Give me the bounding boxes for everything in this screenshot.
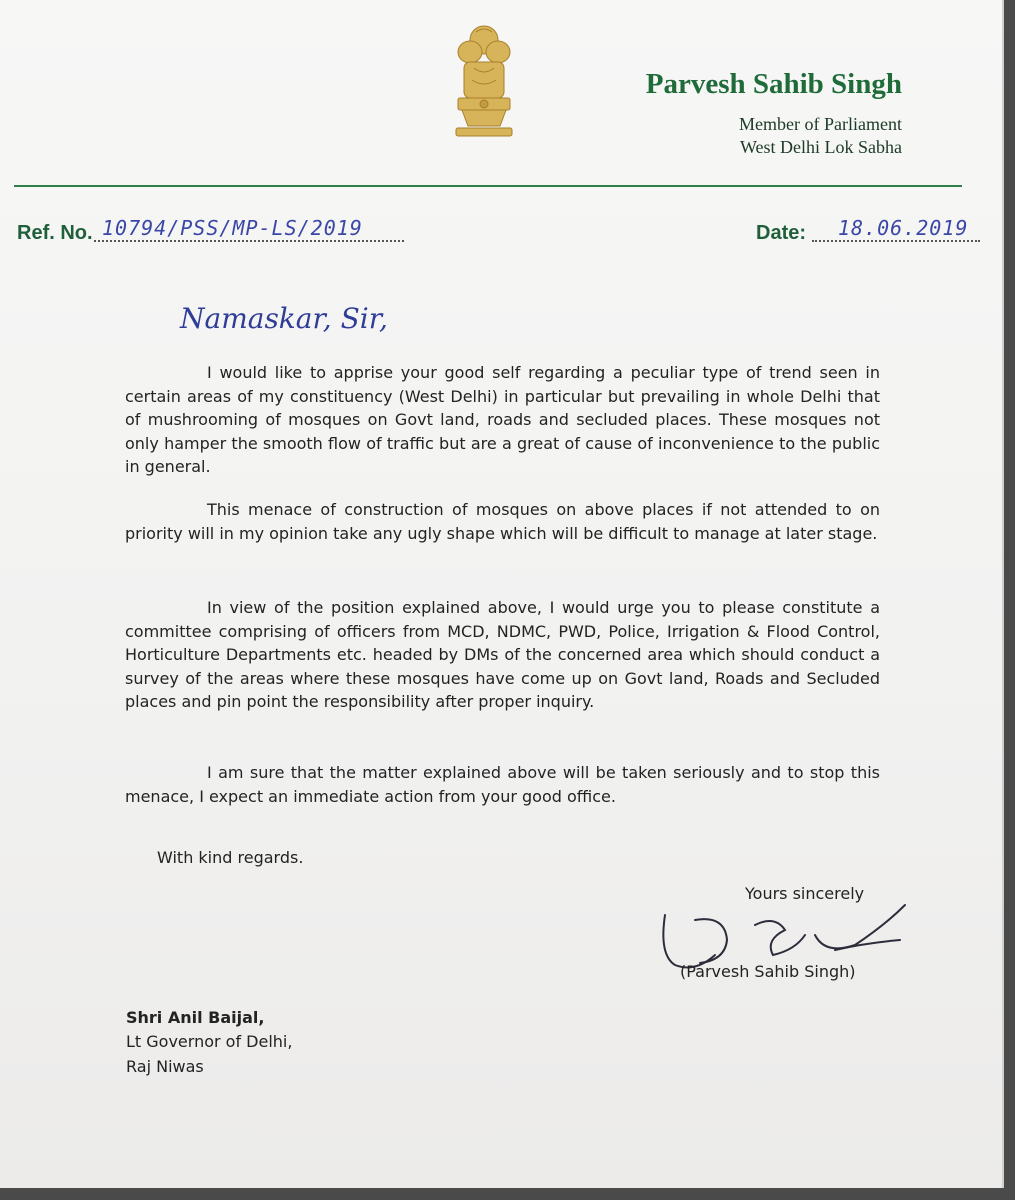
- addressee-name: Shri Anil Baijal,: [126, 1008, 265, 1027]
- letterhead-divider: [14, 185, 962, 187]
- ref-dotted-line: [94, 240, 404, 242]
- date-label: Date:: [756, 222, 807, 244]
- signatory-name: (Parvesh Sahib Singh): [680, 962, 856, 981]
- ref-number: 10794/PSS/MP-LS/2019: [102, 216, 363, 240]
- date-dotted-line: [812, 240, 980, 242]
- regards: With kind regards.: [157, 848, 304, 867]
- paragraph-3: In view of the position explained above, I would urge you to please constitute a committee comprising of officers from MCD, NDMC, PWD, Police, Irrigation & Flood Control, Horticulture Departments etc. headed by DMs of the concerned area which should conduct a survey of the areas where these mosques have come up on Govt land, Roads and Secluded places and pin point the responsibility after proper inquiry.: [125, 598, 880, 711]
- addressee-title: Lt Governor of Delhi,: [126, 1032, 293, 1051]
- letterhead-name: Parvesh Sahib Singh: [645, 68, 902, 100]
- letterhead-constituency: West Delhi Lok Sabha: [739, 137, 902, 157]
- addressee-place: Raj Niwas: [126, 1057, 204, 1076]
- paragraph-2: This menace of construction of mosques on above places if not attended to on priority will in my opinion take any ugly shape which will be difficult to manage at later stage.: [125, 500, 880, 543]
- date-value: 18.06.2019: [838, 216, 969, 240]
- paragraph-1: I would like to apprise your good self regarding a peculiar type of trend seen in certain areas of my constituency (West Delhi) in particular but prevailing in whole Delhi that of mushrooming of mosques on Govt land, roads and secluded places. These mosques not only hamper the smooth flow of traffic but are a great of cause of inconvenience to the public in general.: [125, 363, 880, 476]
- closing: Yours sincerely: [745, 884, 865, 903]
- paragraph-4: I am sure that the matter explained above will be taken seriously and to stop this menace, I expect an immediate action from your good office.: [125, 763, 880, 806]
- letterhead-role: Member of Parliament: [739, 114, 902, 134]
- salutation: Namaskar, Sir,: [180, 302, 388, 335]
- national-emblem-icon: [448, 18, 520, 156]
- ref-label: Ref. No.: [17, 222, 93, 244]
